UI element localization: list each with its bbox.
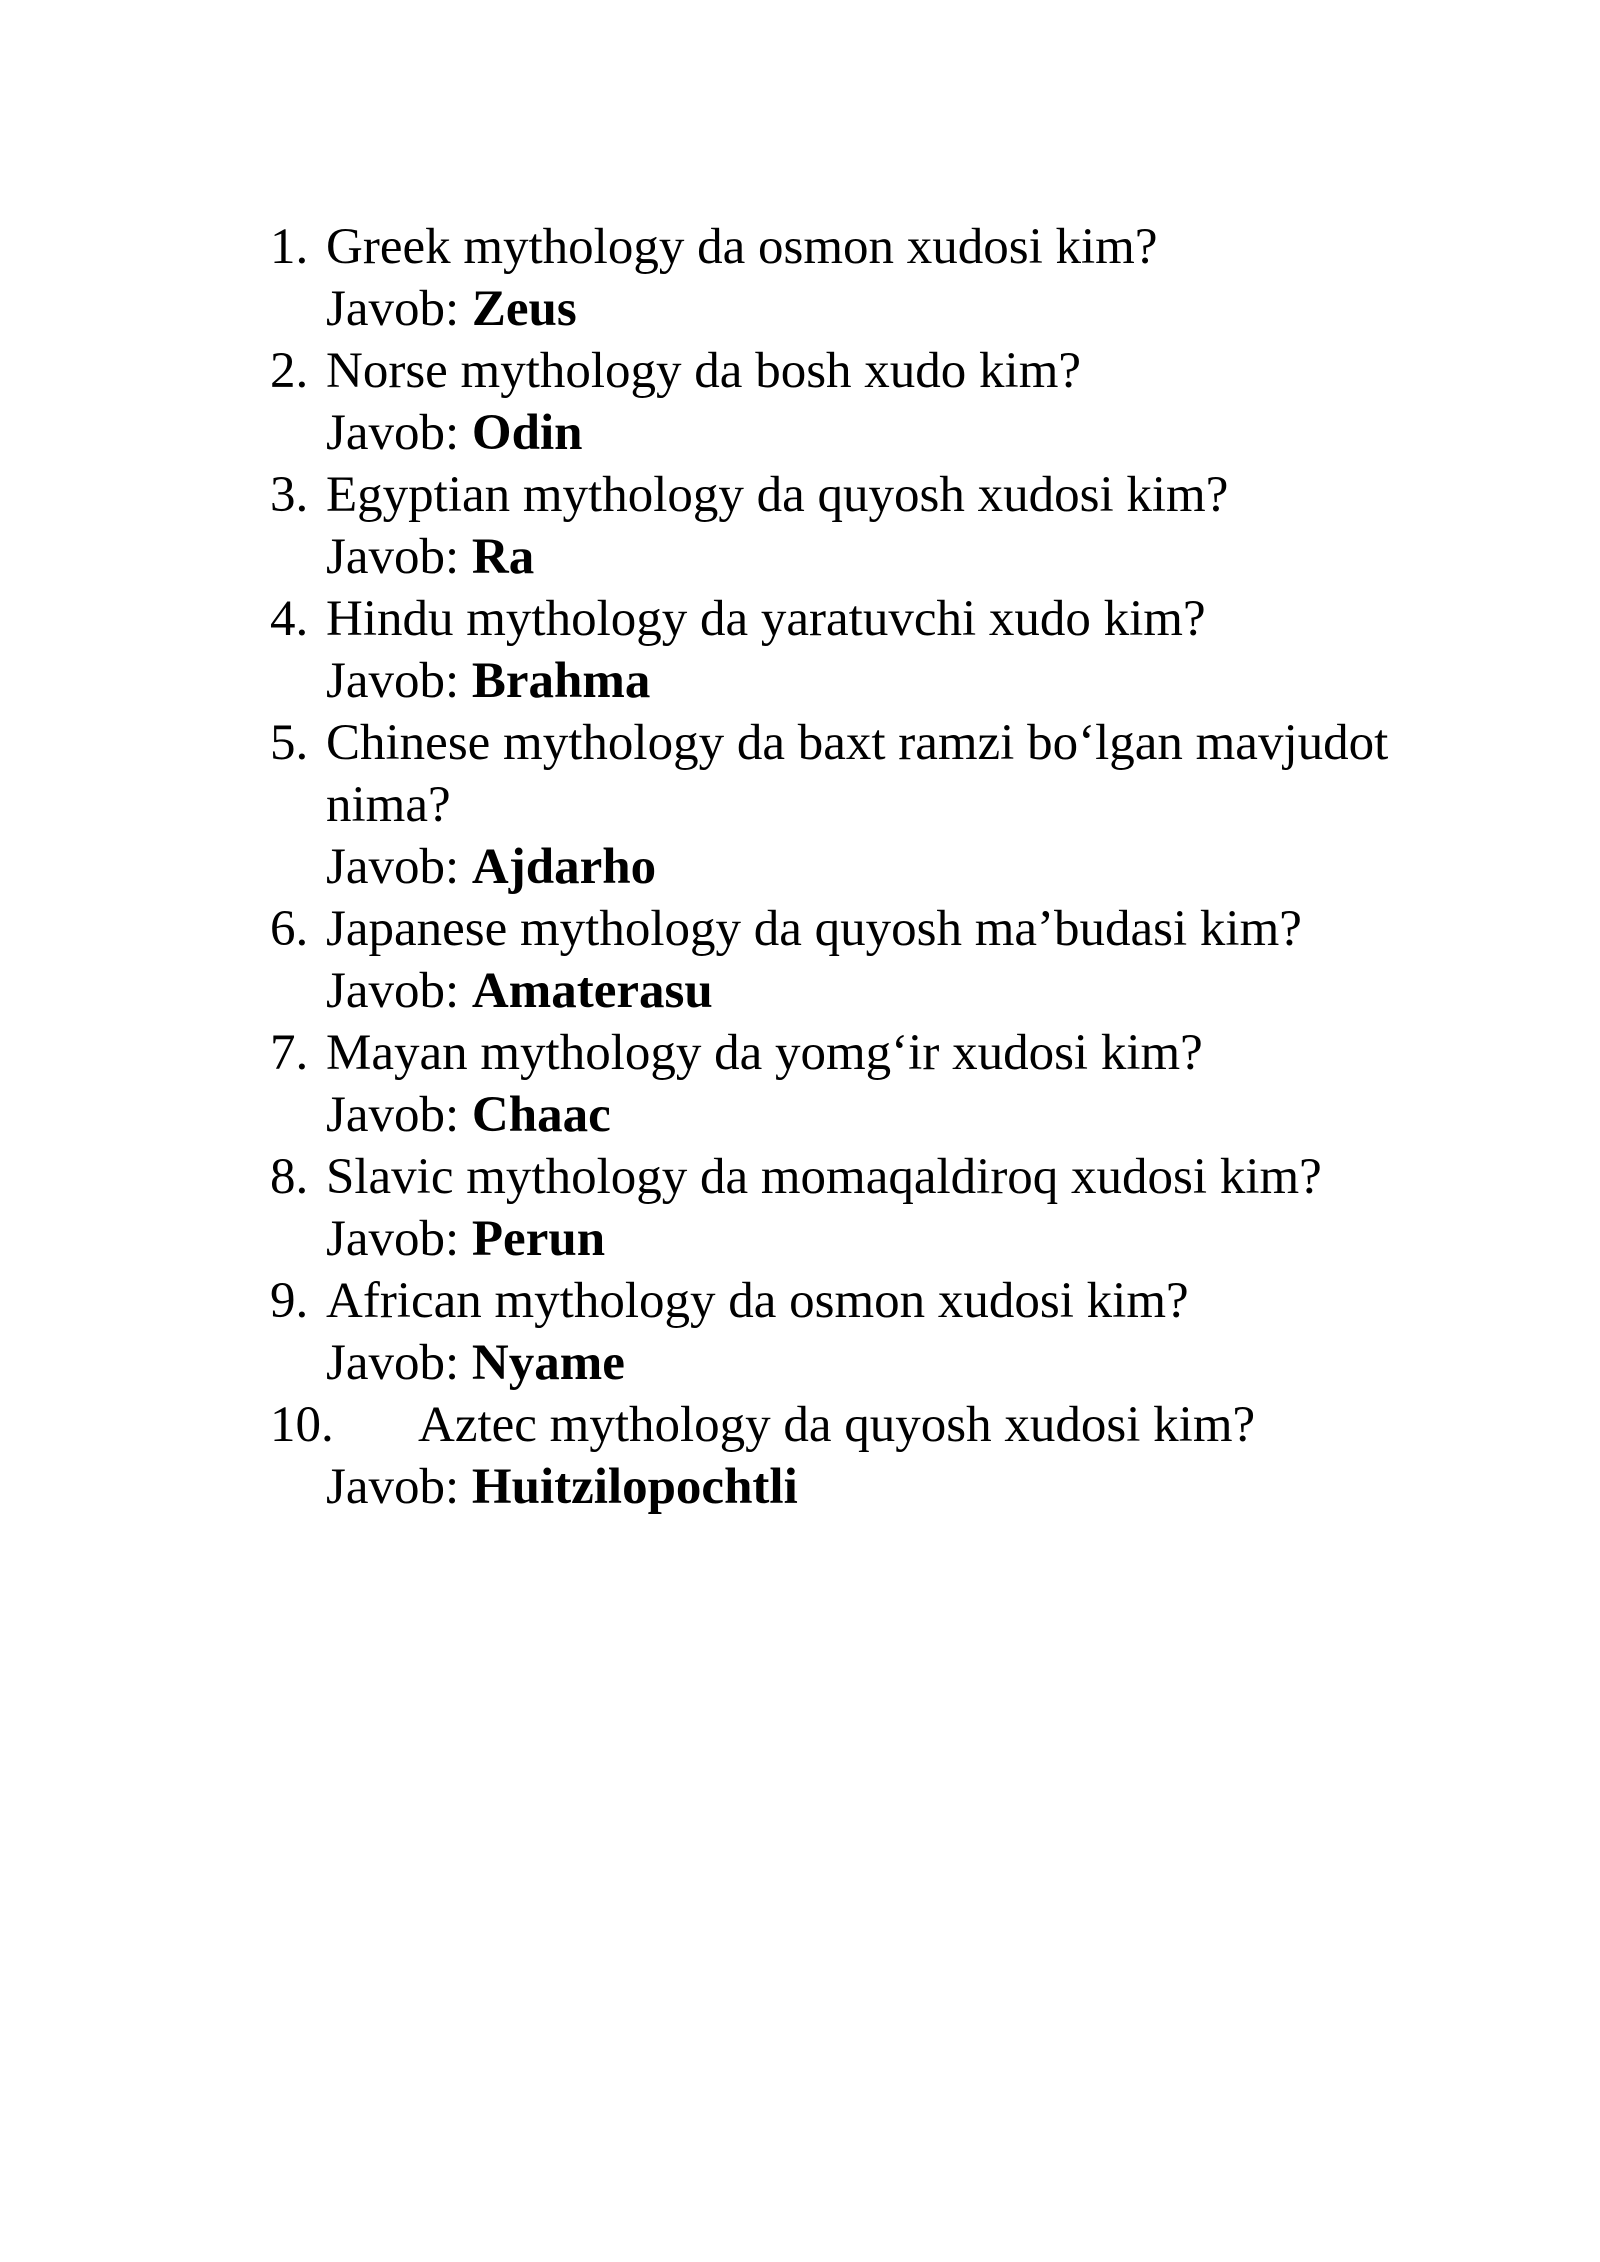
list-item — [270, 464, 1470, 588]
list-item — [270, 340, 1470, 464]
question-answer-list — [270, 216, 1470, 1518]
answer-value: Ra — [471, 529, 535, 585]
answer-line — [326, 1208, 1470, 1270]
answer-line — [326, 1332, 1470, 1394]
question-text: Mayan mythology da yomg‘ir xudosi kim? — [326, 1025, 1203, 1081]
answer-label: Javob: — [326, 281, 472, 337]
answer-label: Javob: — [326, 529, 472, 585]
answer-line — [326, 402, 1470, 464]
question-text: Hindu mythology da yaratuvchi xudo kim? — [326, 591, 1206, 647]
answer-label: Javob: — [326, 653, 472, 709]
item-number: 2. — [270, 343, 309, 399]
answer-label: Javob: — [326, 1211, 472, 1267]
item-number: 1. — [270, 219, 309, 275]
answer-label: Javob: — [326, 1087, 472, 1143]
item-number: 5. — [270, 715, 309, 771]
answer-value: Zeus — [471, 281, 577, 337]
list-item — [270, 1394, 1470, 1518]
list-item — [270, 898, 1470, 1022]
answer-line — [326, 1456, 1470, 1518]
answer-value: Ajdarho — [471, 839, 657, 895]
answer-value: Perun — [471, 1211, 606, 1267]
answer-value: Brahma — [471, 653, 651, 709]
item-number: 7. — [270, 1025, 309, 1081]
answer-line — [326, 526, 1470, 588]
answer-label: Javob: — [326, 839, 472, 895]
list-item — [270, 216, 1470, 340]
answer-line — [326, 650, 1470, 712]
answer-line — [326, 836, 1470, 898]
answer-line — [326, 278, 1470, 340]
question-text: Norse mythology da bosh xudo kim? — [326, 343, 1082, 399]
list-item — [270, 1270, 1470, 1394]
answer-label: Javob: — [326, 1459, 472, 1515]
list-item — [270, 712, 1470, 898]
list-item — [270, 1022, 1470, 1146]
question-text: Greek mythology da osmon xudosi kim? — [326, 219, 1158, 275]
question-text: Chinese mythology da baxt ramzi bo‘lgan mavjudot nima? — [326, 715, 1389, 833]
question-text: Japanese mythology da quyosh ma’budasi kim? — [326, 901, 1302, 957]
answer-label: Javob: — [326, 405, 472, 461]
question-text: African mythology da osmon xudosi kim? — [326, 1273, 1189, 1329]
answer-value: Nyame — [471, 1335, 625, 1391]
answer-value: Odin — [471, 405, 583, 461]
item-number: 10. — [270, 1397, 334, 1453]
answer-line — [326, 960, 1470, 1022]
answer-value: Huitzilopochtli — [471, 1459, 798, 1515]
question-text: Aztec mythology da quyosh xudosi kim? — [418, 1397, 1256, 1453]
answer-line — [326, 1084, 1470, 1146]
item-number: 6. — [270, 901, 309, 957]
question-text: Slavic mythology da momaqaldiroq xudosi kim? — [326, 1149, 1322, 1205]
answer-value: Amaterasu — [471, 963, 713, 1019]
question-text: Egyptian mythology da quyosh xudosi kim? — [326, 467, 1229, 523]
item-number: 3. — [270, 467, 309, 523]
item-number: 9. — [270, 1273, 309, 1329]
item-number: 8. — [270, 1149, 309, 1205]
list-item — [270, 1146, 1470, 1270]
answer-value: Chaac — [471, 1087, 611, 1143]
answer-label: Javob: — [326, 963, 472, 1019]
list-item — [270, 588, 1470, 712]
answer-label: Javob: — [326, 1335, 472, 1391]
item-number: 4. — [270, 591, 309, 647]
